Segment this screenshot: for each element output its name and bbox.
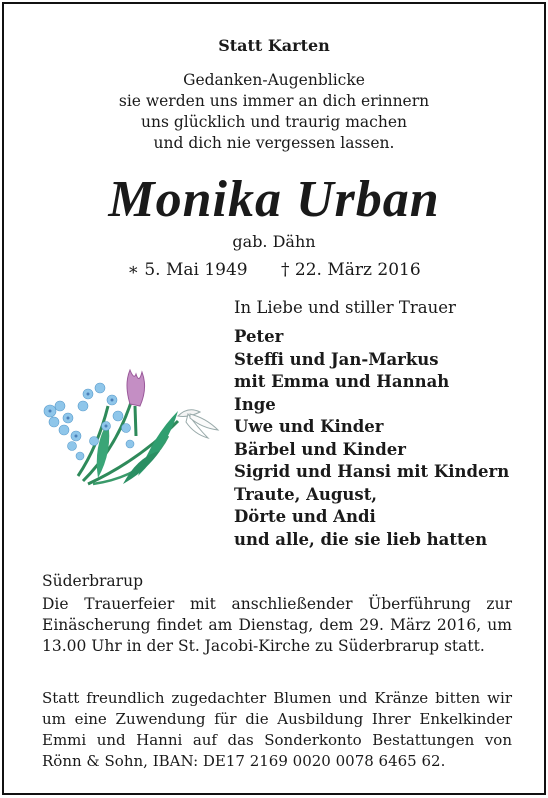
heading: Statt Karten (218, 36, 330, 55)
family-member: Sigrid und Hansi mit Kindern (234, 462, 510, 481)
birth-name: gab. Dähn (232, 232, 316, 251)
family-member: und alle, die sie lieb hatten (234, 529, 488, 549)
family-member: Dörte und Andi (234, 507, 376, 526)
poem-line: uns glücklich und traurig machen (141, 113, 407, 131)
poem-line: Gedanken-Augenblicke (183, 71, 365, 89)
birth-date: ∗ 5. Mai 1949 (127, 260, 248, 280)
death-date: † 22. März 2016 (281, 260, 421, 280)
family-member: Inge (234, 394, 276, 414)
family-member: Uwe und Kinder (234, 417, 384, 436)
family-member: Steffi und Jan-Markus (234, 349, 439, 369)
donation-text: Statt freundlich zugedachter Blumen und Kränze bitten wir um eine Zuwendung für die Ausbildung Ihrer Enkelkinder Emmi und Hanni auf das Sonderkonto Bestattungen von Rönn & Sohn, IBAN: DE17 2169 0020 0078 6465 62. (42, 689, 512, 770)
place: Süderbrarup (42, 572, 143, 590)
flower-bouquet-icon (38, 366, 228, 496)
life-dates (4, 260, 544, 280)
obituary-card (2, 2, 546, 795)
deceased-name: Monika Urban (108, 171, 440, 228)
poem-line: und dich nie vergessen lassen. (153, 134, 395, 152)
family-member: Traute, August, (234, 484, 378, 504)
family-member: Bärbel und Kinder (234, 439, 406, 459)
family-list (234, 326, 509, 551)
poem (4, 70, 544, 154)
family-member: Peter (234, 327, 284, 346)
poem-line: sie werden uns immer an dich erinnern (118, 92, 430, 110)
mourning-line: In Liebe und stiller Trauer (234, 298, 456, 317)
ceremony-text: Die Trauerfeier mit anschließender Überführung zur Einäscherung findet am Dienstag, dem 29. März 2016, um 13.00 Uhr in der St. Jacobi-Kirche zu Süderbrarup statt. (42, 595, 512, 655)
family-member: mit Emma und Hannah (234, 372, 450, 391)
